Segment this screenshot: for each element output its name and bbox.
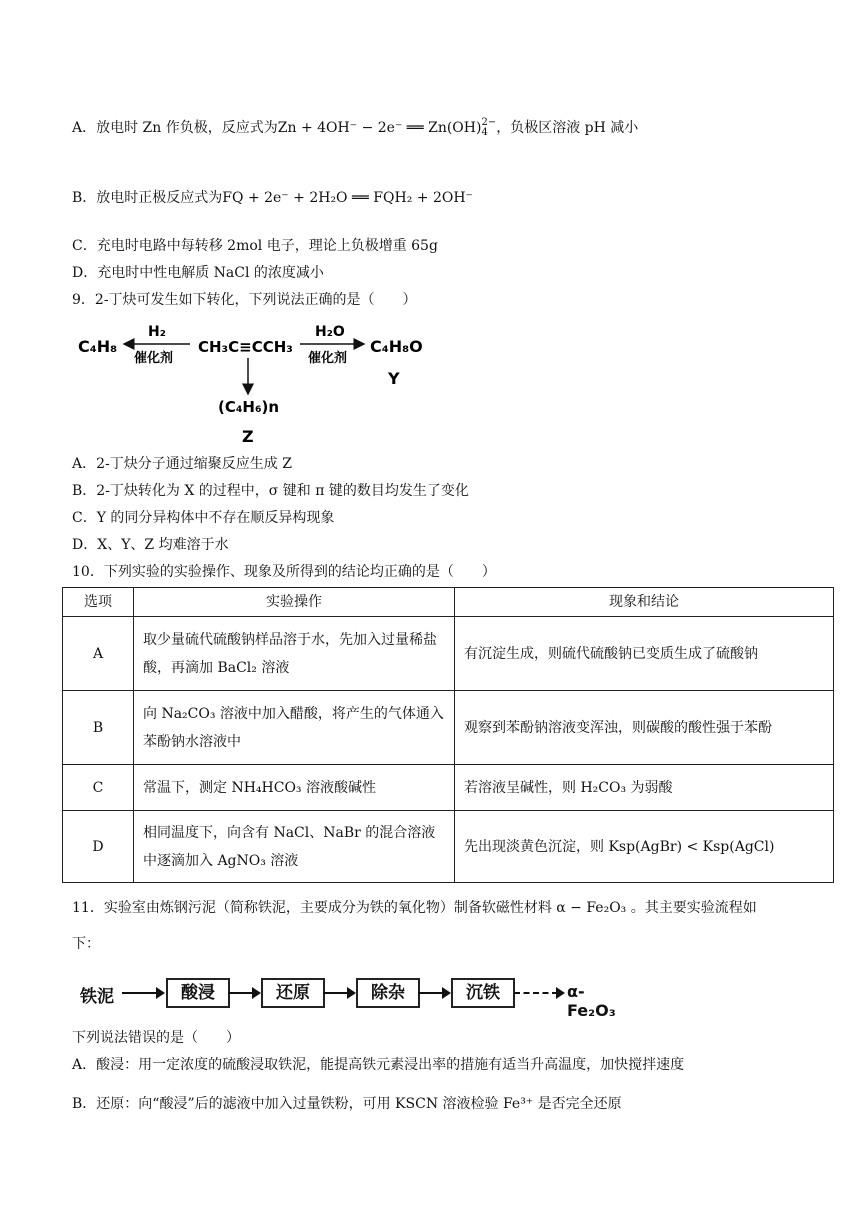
table-row [63, 691, 834, 765]
row-operation: 相同温度下，向含有 NaCl、NaBr 的混合溶液中逐滴加入 AgNO₃ 溶液 [134, 811, 455, 883]
q11-option-a: A．酸浸：用一定浓度的硫酸浸取铁泥，能提高铁元素浸出率的措施有适当升高温度，加快搅拌速度 [72, 1057, 685, 1073]
flow-arrow [228, 992, 254, 994]
flow-step-acid-leach: 酸浸 [166, 978, 230, 1008]
flow-arrow [122, 992, 158, 994]
q11-question: 下列说法错误的是（ ） [72, 1030, 240, 1046]
flow-dashed-arrow [514, 992, 558, 994]
q8-b-text: B．放电时正极反应式为 [72, 190, 223, 206]
row-operation: 取少量硫代硫酸钠样品溶于水，先加入过量稀盐酸，再滴加 BaCl₂ 溶液 [134, 617, 455, 691]
table-row [63, 765, 834, 811]
scheme-down-label: Z [242, 427, 254, 446]
flow-arrow [418, 992, 444, 994]
scheme-right-catalyst: 催化剂 [308, 351, 348, 366]
row-result: 先出现淡黄色沉淀，则 Ksp(AgBr) < Ksp(AgCl) [455, 811, 834, 883]
scheme-left-reagent: H₂ [148, 324, 166, 340]
flow-step-purify: 除杂 [356, 978, 420, 1008]
row-option: D [63, 811, 134, 883]
q8-option-a [72, 118, 638, 138]
row-option: B [63, 691, 134, 765]
header-operation: 实验操作 [134, 588, 455, 617]
q9-option-a: A．2-丁炔分子通过缩聚反应生成 Z [72, 456, 292, 472]
q8-option-b [72, 188, 473, 208]
row-operation: 常温下，测定 NH₄HCO₃ 溶液酸碱性 [134, 765, 455, 811]
row-operation: 向 Na₂CO₃ 溶液中加入醋酸，将产生的气体通入苯酚钠水溶液中 [134, 691, 455, 765]
q11-flow-diagram [72, 968, 632, 1018]
q10-table [62, 587, 834, 883]
header-result: 现象和结论 [455, 588, 834, 617]
row-result: 若溶液呈碱性，则 H₂CO₃ 为弱酸 [455, 765, 834, 811]
q8-a-sub: 4 [481, 127, 488, 138]
flow-start: 铁泥 [80, 987, 114, 1007]
q8-b-equation: FQ + 2e⁻ + 2H₂O ══ FQH₂ + 2OH⁻ [222, 190, 473, 206]
flow-arrowhead [252, 987, 261, 999]
q8-a-eq: Zn + 4OH⁻ − 2e⁻ ══ Zn(OH) [277, 120, 482, 136]
q11-option-b: B．还原：向“酸浸”后的滤液中加入过量铁粉，可用 KSCN 溶液检验 Fe³⁺ 是否完全还原 [72, 1096, 622, 1112]
flow-step-precipitate: 沉铁 [451, 978, 515, 1008]
table-row [63, 617, 834, 691]
row-result: 观察到苯酚钠溶液变浑浊，则碳酸的酸性强于苯酚 [455, 691, 834, 765]
table-row [63, 811, 834, 883]
q8-option-c: C．充电时电路中每转移 2mol 电子，理论上负极增重 65g [72, 238, 438, 254]
flow-arrowhead [156, 987, 165, 999]
q9-reaction-scheme [72, 316, 432, 448]
q8-a-post: ，负极区溶液 pH 减小 [496, 120, 639, 136]
row-result: 有沉淀生成，则硫代硫酸钠已变质生成了硫酸钠 [455, 617, 834, 691]
flow-arrow [323, 992, 349, 994]
flow-arrowhead [556, 987, 565, 999]
q11-stem-line2: 下： [72, 936, 100, 952]
header-option: 选项 [63, 588, 134, 617]
flow-arrowhead [442, 987, 451, 999]
q8-a-text: A．放电时 Zn 作负极，反应式为 [72, 120, 278, 136]
row-option: A [63, 617, 134, 691]
q9-option-b: B．2-丁炔转化为 X 的过程中，σ 键和 π 键的数目均发生了变化 [72, 483, 469, 499]
q9-option-c: C．Y 的同分异构体中不存在顺反异构现象 [72, 510, 335, 526]
scheme-left-catalyst: 催化剂 [134, 351, 174, 366]
scheme-left-product: C₄H₈ [78, 337, 118, 356]
scheme-center: CH₃C≡CCH₃ [198, 338, 293, 356]
scheme-down-product: (C₄H₆)n [218, 398, 280, 416]
q8-a-sup: 2− [481, 117, 497, 128]
q8-a-equation [277, 117, 497, 138]
q10-stem: 10．下列实验的实验操作、现象及所得到的结论均正确的是（ ） [72, 564, 496, 580]
flow-product: α-Fe₂O₃ [567, 982, 616, 1020]
flow-step-reduce: 还原 [261, 978, 325, 1008]
row-option: C [63, 765, 134, 811]
flow-arrowhead [347, 987, 356, 999]
q9-option-d: D．X、Y、Z 均难溶于水 [72, 537, 229, 553]
table-header-row [63, 588, 834, 617]
scheme-right-reagent: H₂O [315, 324, 345, 340]
q8-option-d: D．充电时中性电解质 NaCl 的浓度减小 [72, 265, 324, 281]
scheme-right-label: Y [388, 369, 400, 388]
scheme-right-product: C₄H₈O [370, 337, 423, 356]
q11-stem-line1: 11．实验室由炼钢污泥（简称铁泥，主要成分为铁的氧化物）制备软磁性材料 α − Fe₂O₃ 。其主要实验流程如 [72, 900, 757, 916]
q9-stem: 9．2-丁炔可发生如下转化，下列说法正确的是（ ） [72, 292, 417, 308]
